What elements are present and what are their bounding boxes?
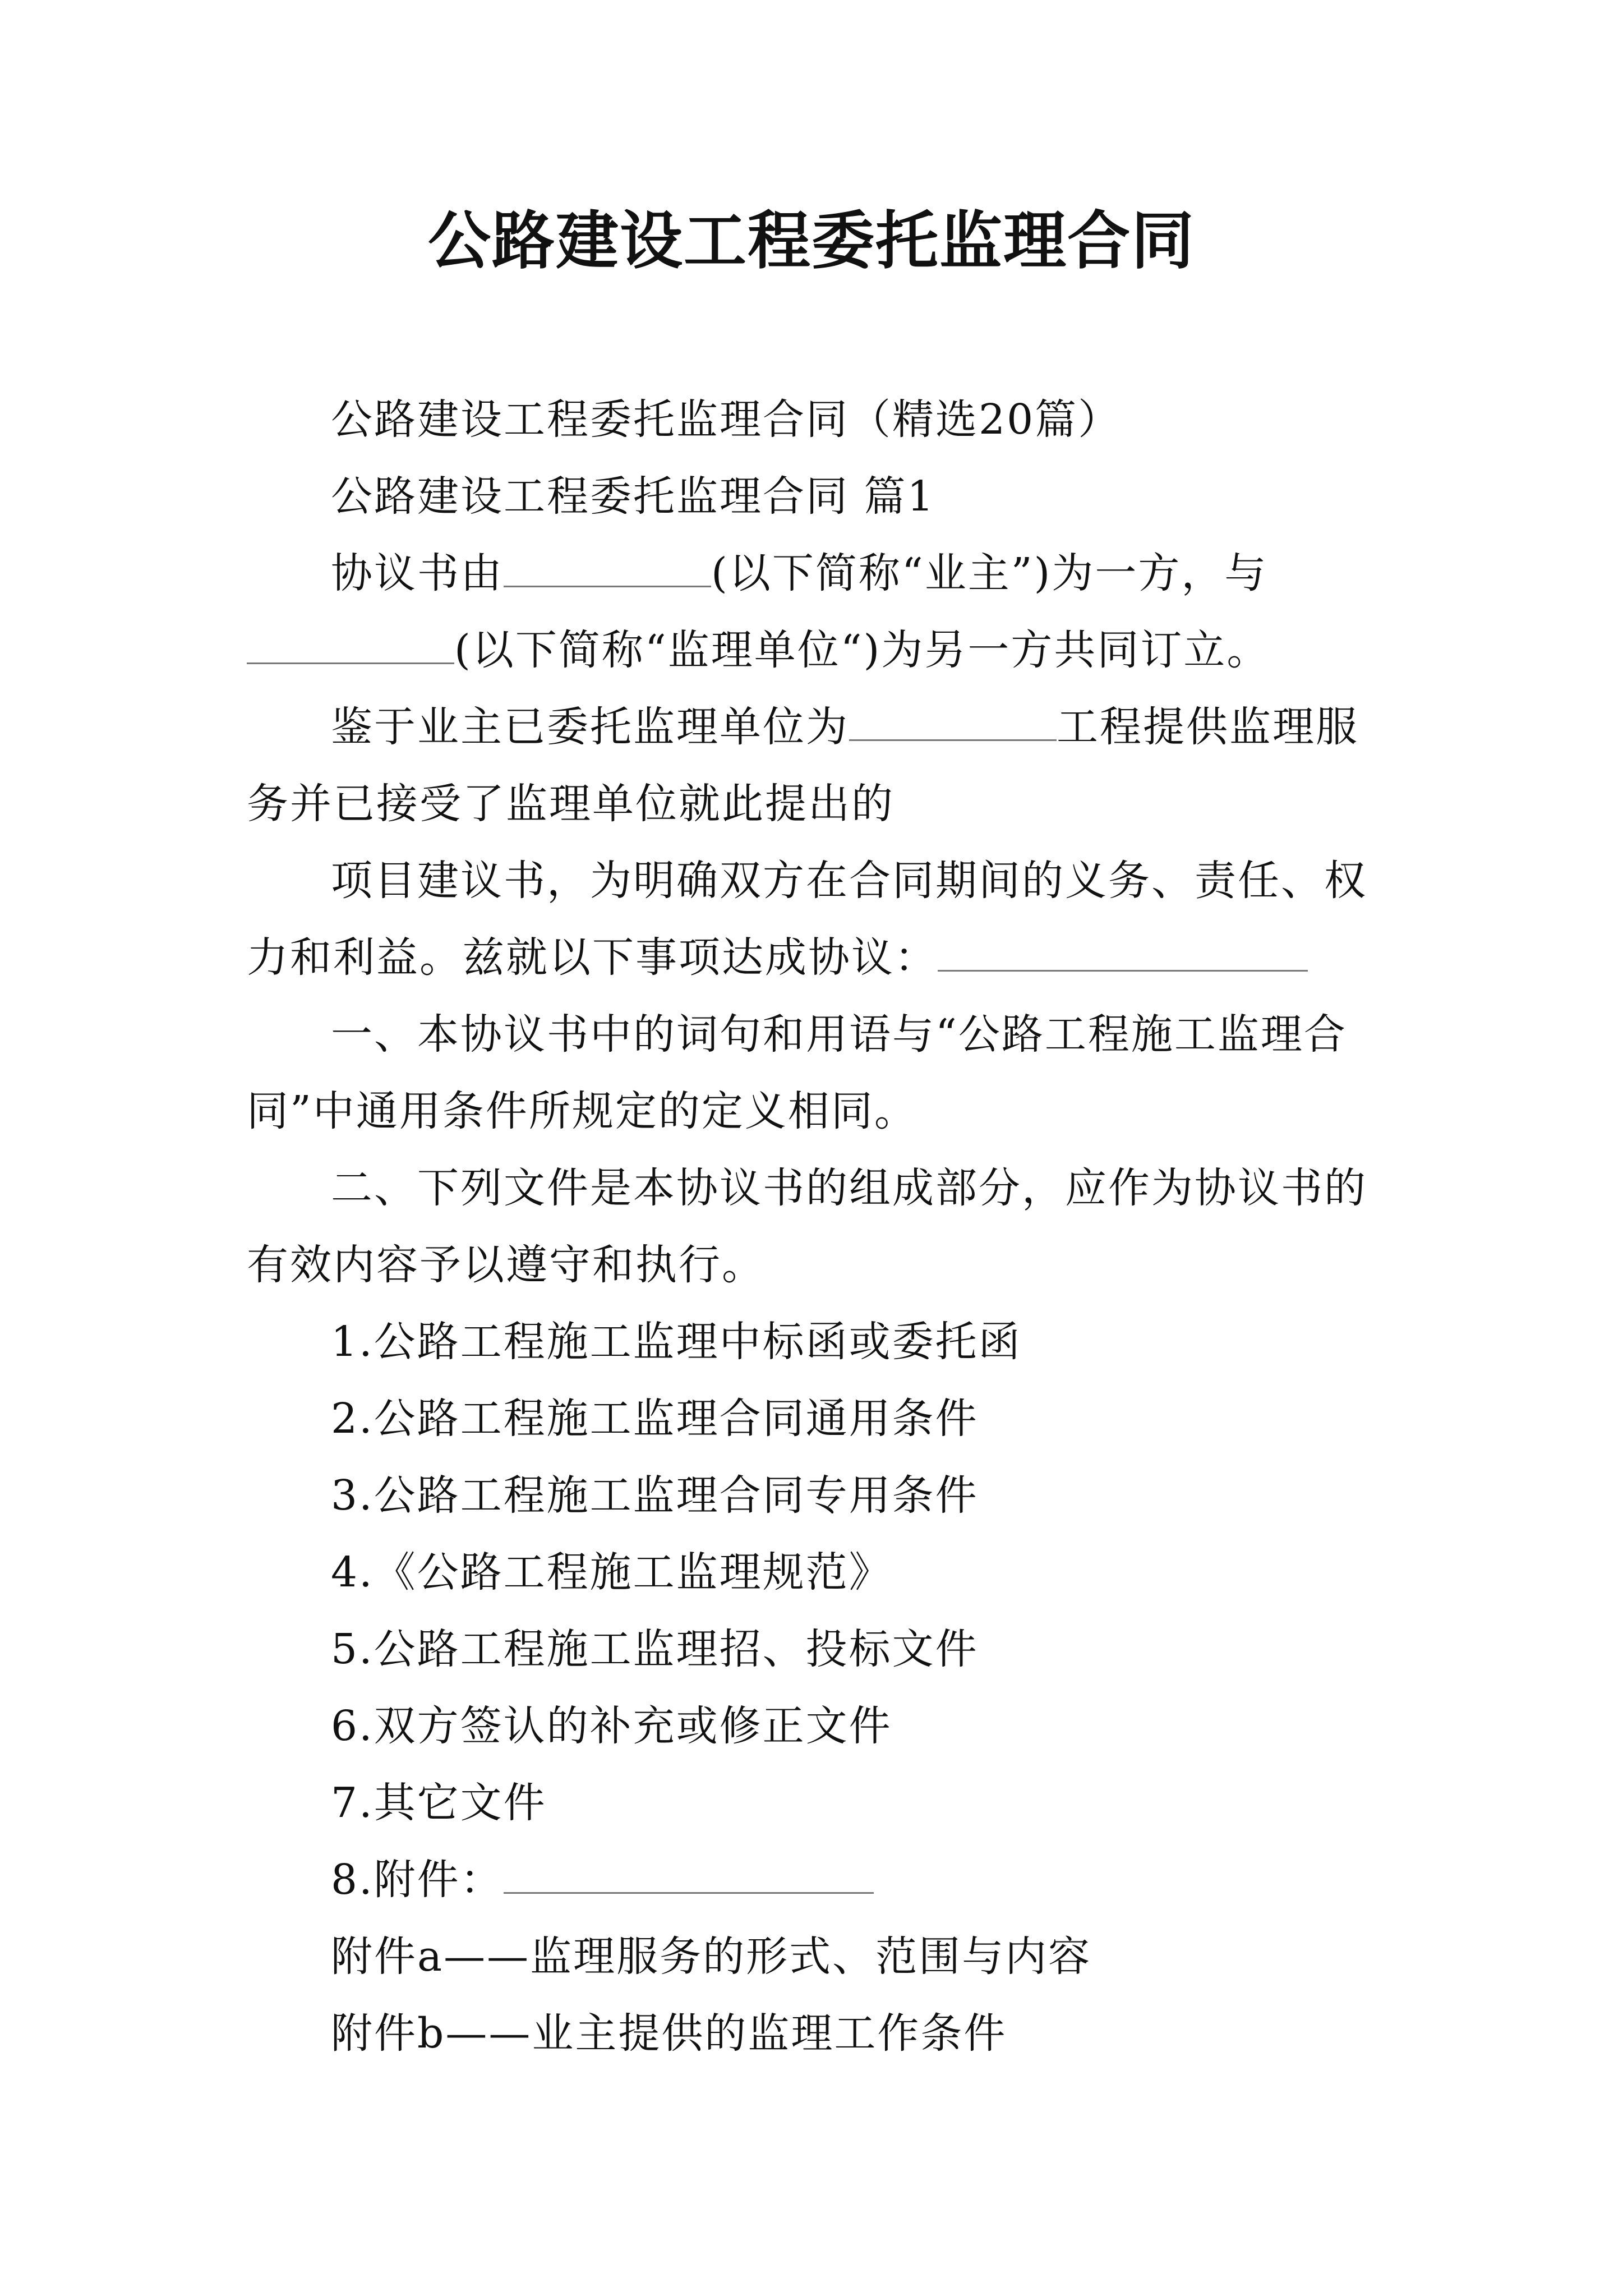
- article-2-paragraph: 二、下列文件是本协议书的组成部分，应作为协议书的有效内容予以遵守和执行。: [247, 1164, 1367, 1289]
- list-item: 6.双方签认的补充或修正文件: [331, 1702, 892, 1750]
- project-text: 项目建议书，为明确双方在合同期间的义务、责任、权力和利益。兹就以下事项达成协议：: [247, 857, 1367, 982]
- document-title: 公路建设工程委托监理合同: [428, 204, 1195, 278]
- section-heading: 公路建设工程委托监理合同 篇1: [331, 472, 935, 521]
- agreement-items-blank: [938, 931, 1308, 972]
- agreement-text-start: 协议书由: [331, 549, 504, 597]
- whereas-text-end: 工程提供监理服务并已接受了监理单位就此提出的: [247, 703, 1359, 828]
- project-name-blank: [849, 700, 1057, 741]
- document-subtitle: 公路建设工程委托监理合同（精选20篇）: [331, 395, 1122, 444]
- document-body: [247, 381, 1380, 2072]
- list-item: 2.公路工程施工监理合同通用条件: [331, 1395, 979, 1443]
- list-item: 3.公路工程施工监理合同专用条件: [331, 1471, 979, 1520]
- agreement-paragraph: [247, 535, 1380, 689]
- attachment-label: 8.附件：: [331, 1856, 504, 1904]
- whereas-text-start: 鉴于业主已委托监理单位为: [331, 703, 849, 751]
- agreement-text-supervisor: (以下简称“监理单位“)为另一方共同订立。: [454, 626, 1270, 674]
- project-paragraph: [247, 843, 1380, 996]
- list-item: 5.公路工程施工监理招、投标文件: [331, 1625, 979, 1673]
- list-item: 7.其它文件: [331, 1779, 547, 1827]
- owner-name-blank: [504, 546, 711, 587]
- whereas-paragraph: [247, 689, 1380, 843]
- article-1-paragraph: 一、本协议书中的词句和用语与“公路工程施工监理合同”中通用条件所规定的定义相同。: [247, 1010, 1347, 1135]
- list-item: 1.公路工程施工监理中标函或委托函: [331, 1318, 1022, 1366]
- attachment-item: 附件b——业主提供的监理工作条件: [331, 2009, 1007, 2058]
- supervisor-name-blank: [247, 623, 454, 664]
- agreement-text-owner: (以下简称“业主”)为一方，与: [711, 549, 1268, 597]
- list-item: 4.《公路工程施工监理规范》: [331, 1548, 892, 1596]
- attachment-item: 附件a——监理服务的形式、范围与内容: [331, 1932, 1092, 1981]
- attachment-blank: [504, 1853, 874, 1894]
- attachment-list-item: [247, 1842, 1380, 1918]
